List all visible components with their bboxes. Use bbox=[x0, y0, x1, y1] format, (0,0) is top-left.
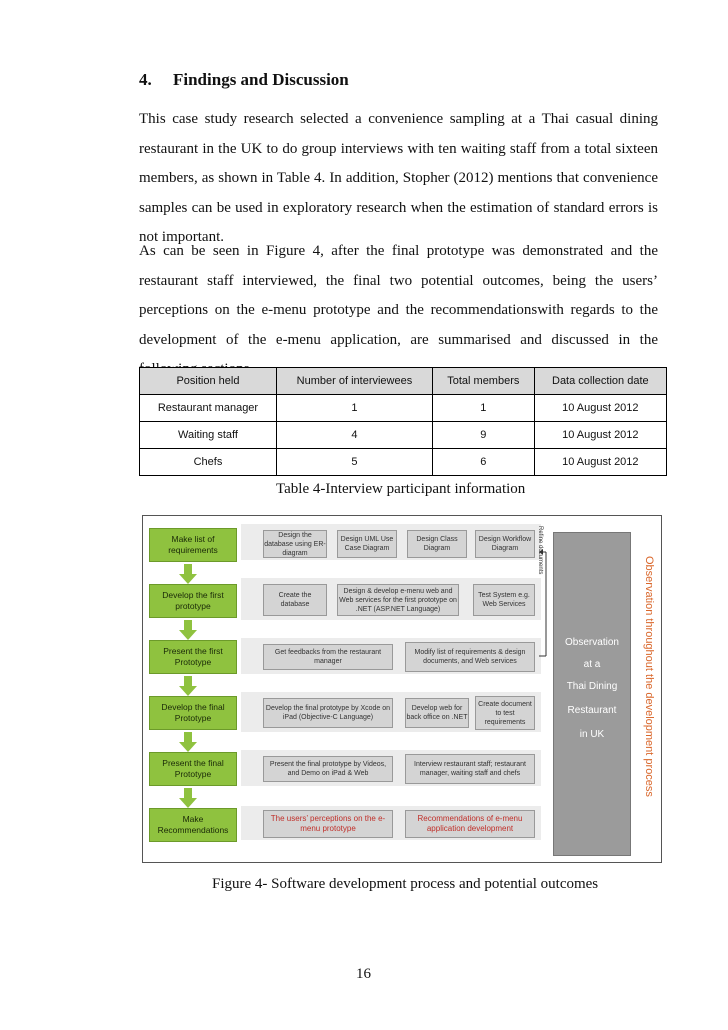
obs-line: at a bbox=[583, 659, 601, 670]
outcome-perceptions: The users’ perceptions on the e-menu prototype bbox=[263, 810, 393, 838]
table-cell: 5 bbox=[276, 449, 432, 476]
table-cell: Restaurant manager bbox=[140, 395, 277, 422]
table-cell: 1 bbox=[432, 395, 534, 422]
table-cell: 10 August 2012 bbox=[534, 395, 666, 422]
down-arrow-icon bbox=[179, 742, 197, 752]
section-number: 4. bbox=[139, 70, 152, 89]
figure-caption: Figure 4- Software development process and potential outcomes bbox=[212, 876, 599, 892]
task-box: Design Workflow Diagram bbox=[475, 530, 535, 558]
task-box: Develop web for back office on .NET bbox=[405, 698, 469, 728]
step-develop-final: Develop the final Prototype bbox=[149, 696, 237, 730]
obs-line: Restaurant bbox=[567, 705, 617, 716]
task-box: Design UML Use Case Diagram bbox=[337, 530, 397, 558]
table-row bbox=[140, 422, 667, 449]
observation-box bbox=[553, 532, 631, 856]
side-label: Observation throughout the development process bbox=[643, 556, 655, 797]
table-caption: Table 4-Interview participant information bbox=[276, 481, 526, 497]
obs-line: Observation bbox=[565, 637, 619, 648]
refine-documents-label: Refine documents bbox=[537, 526, 543, 575]
paragraph-2: As can be seen in Figure 4, after the final prototype was demonstrated and the restaurant staff interviewed, the final two potential outcomes, being the users’ perceptions on the e-menu prototype and the recommendationswith regards to the development of the e-menu application, are summarised and discussed in the bbox=[139, 243, 658, 348]
process-figure bbox=[142, 515, 662, 863]
obs-line: Thai Dining bbox=[566, 681, 618, 692]
table-cell: 10 August 2012 bbox=[534, 422, 666, 449]
table-header-row bbox=[140, 368, 667, 395]
col-interviewees-header: Number of interviewees bbox=[276, 368, 432, 395]
task-box: Create the database bbox=[263, 584, 327, 616]
participant-table bbox=[139, 367, 667, 476]
table-cell: 4 bbox=[276, 422, 432, 449]
down-arrow-icon bbox=[179, 574, 197, 584]
task-box: Test System e.g. Web Services bbox=[473, 584, 535, 616]
outcome-recommendations: Recommendations of e-menu application development bbox=[405, 810, 535, 838]
task-box: Modify list of requirements & design documents, and Web services bbox=[405, 642, 535, 672]
task-box: Interview restaurant staff; restaurant manager, waiting staff and chefs bbox=[405, 754, 535, 784]
step-make-list: Make list of requirements bbox=[149, 528, 237, 562]
step-develop-first: Develop the first prototype bbox=[149, 584, 237, 618]
table-cell: 9 bbox=[432, 422, 534, 449]
task-box: Create document to test requirements bbox=[475, 696, 535, 730]
col-position-header: Position held bbox=[140, 368, 277, 395]
down-arrow-icon bbox=[179, 798, 197, 808]
obs-line: in UK bbox=[579, 729, 605, 740]
task-box: Get feedbacks from the restaurant manager bbox=[263, 644, 393, 670]
task-box: Design Class Diagram bbox=[407, 530, 467, 558]
section-heading bbox=[139, 70, 349, 90]
step-recommendations: Make Recommendations bbox=[149, 808, 237, 842]
table-cell: Waiting staff bbox=[140, 422, 277, 449]
table-cell: 6 bbox=[432, 449, 534, 476]
task-box: Present the final prototype by Videos, and Demo on iPad & Web bbox=[263, 756, 393, 782]
down-arrow-icon bbox=[179, 686, 197, 696]
section-title: Findings and Discussion bbox=[173, 70, 349, 89]
task-box: Develop the final prototype by Xcode on iPad (Objective-C Language) bbox=[263, 698, 393, 728]
task-box: Design & develop e-menu web and Web services for the first prototype on .NET (ASP.NET Language) bbox=[337, 584, 459, 616]
step-present-final: Present the final Prototype bbox=[149, 752, 237, 786]
table-cell: 10 August 2012 bbox=[534, 449, 666, 476]
table-row bbox=[140, 395, 667, 422]
page-number: 16 bbox=[356, 966, 371, 982]
col-total-header: Total members bbox=[432, 368, 534, 395]
task-box: Design the database using ER-diagram bbox=[264, 531, 326, 557]
table-row bbox=[140, 449, 667, 476]
col-date-header: Data collection date bbox=[534, 368, 666, 395]
step-present-first: Present the first Prototype bbox=[149, 640, 237, 674]
down-arrow-icon bbox=[179, 630, 197, 640]
table-cell: 1 bbox=[276, 395, 432, 422]
table-cell: Chefs bbox=[140, 449, 277, 476]
paragraph-1: This case study research selected a convenience sampling at a Thai casual dining restaurant in the UK to do group interviews with ten waiting staff from a total sixteen members, as shown in Table 4. In addition, Stopher (2012) mentions that convenience samples can be used in exploratory research when the estimation of standard errors is not important. bbox=[139, 111, 658, 245]
